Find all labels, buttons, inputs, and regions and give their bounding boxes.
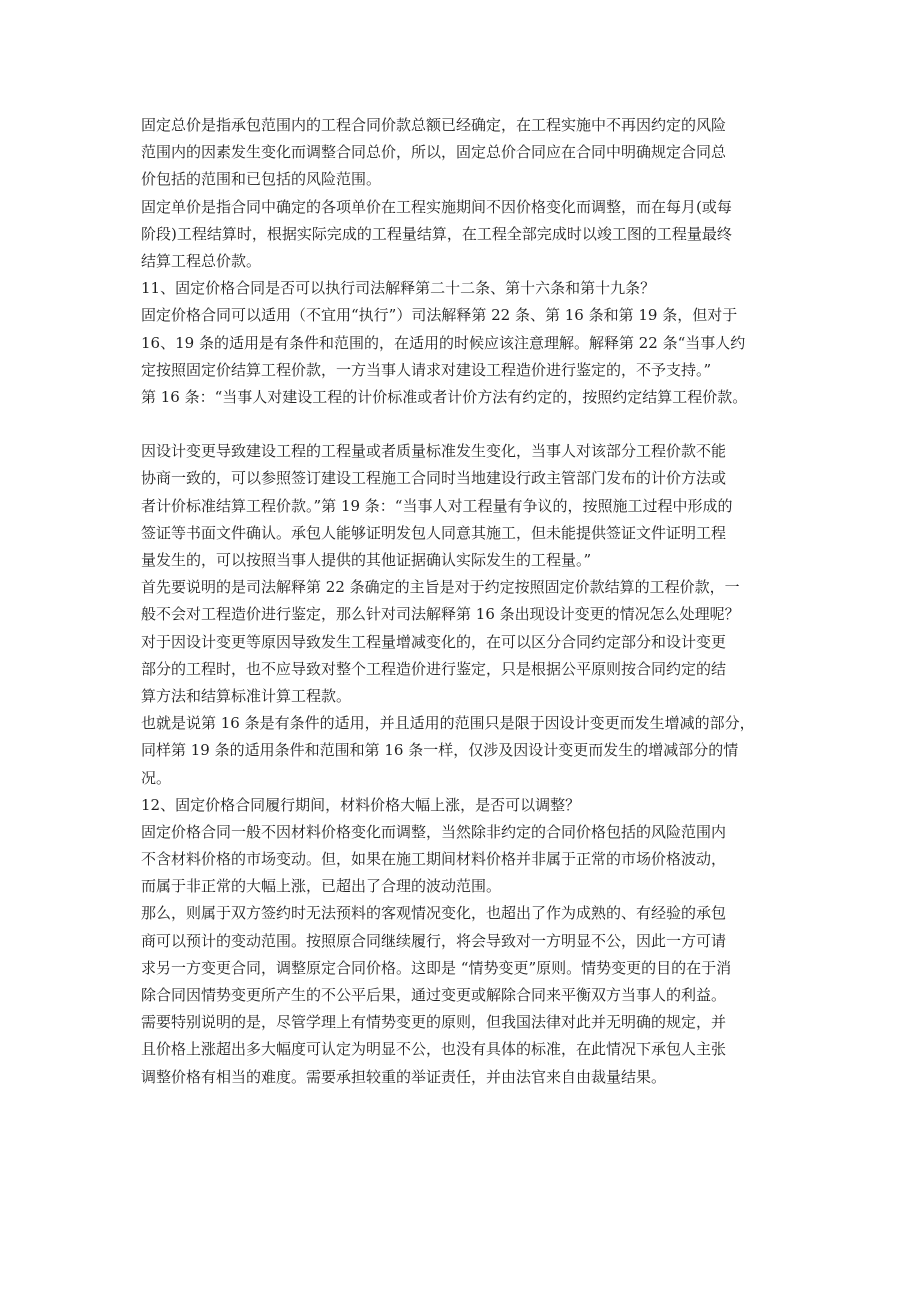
text-line: 范围内的因素发生变化而调整合同总价，所以，固定总价合同应在合同中明确规定合同总 bbox=[141, 143, 727, 162]
text-line: 般不会对工程造价进行鉴定，那么针对司法解释第 16 条出现设计变更的情况怎么处理呢？ bbox=[141, 605, 740, 624]
text-line: 且价格上涨超出多大幅度可认定为明显不公，也没有具体的标准，在此情况下承包人主张 bbox=[141, 1040, 727, 1059]
text-line: 第 16 条：“当事人对建设工程的计价标准或者计价方法有约定的，按照约定结算工程价款。 bbox=[141, 387, 748, 406]
text-line: 固定总价是指承包范围内的工程合同价款总额已经确定，在工程实施中不再因约定的风险 bbox=[141, 116, 727, 134]
text-line: 况。 bbox=[141, 768, 172, 787]
section-heading-12: 12、固定价格合同履行期间，材料价格大幅上涨，是否可以调整？ bbox=[141, 795, 581, 814]
text-line: 价包括的范围和已包括的风险范围。 bbox=[141, 170, 382, 189]
text-line: 部分的工程时，也不应导致对整个工程造价进行鉴定，只是根据公平原则按合同约定的结 bbox=[141, 659, 727, 678]
text-line: 首先要说明的是司法解释第 22 条确定的主旨是对于约定按照固定价款结算的工程价款，一 bbox=[141, 578, 740, 597]
text-line: 者计价标准结算工程价款。”第 19 条：“当事人对工程量有争议的，按照施工过程中形成的 bbox=[141, 496, 733, 515]
text-line: 定按照固定价结算工程价款，一方当事人请求对建设工程造价进行鉴定的，不予支持。” bbox=[141, 360, 712, 379]
text-line: 需要特别说明的是，尽管学理上有情势变更的原则，但我国法律对此并无明确的规定，并 bbox=[141, 1013, 727, 1032]
text-line: 签证等书面文件确认。承包人能够证明发包人同意其施工，但未能提供签证文件证明工程 bbox=[141, 523, 727, 542]
text-line: 协商一致的，可以参照签订建设工程施工合同时当地建设行政主管部门发布的计价方法或 bbox=[141, 469, 727, 488]
text-line: 同样第 19 条的适用条件和范围和第 16 条一样，仅涉及因设计变更而发生的增减部分的情 bbox=[141, 741, 739, 760]
text-line: 固定价格合同可以适用（不宜用“执行”）司法解释第 22 条、第 16 条和第 19 条，但对于 bbox=[141, 306, 738, 325]
text-line: 量发生的，可以按照当事人提供的其他证据确认实际发生的工程量。” bbox=[141, 551, 592, 569]
text-line: 求另一方变更合同，调整原定合同价格。这即是 “情势变更”原则。情势变更的目的在于消 bbox=[141, 958, 732, 977]
text-line: 16、19 条的适用是有条件和范围的，在适用的时候应该注意理解。解释第 22 条“当事人约 bbox=[141, 333, 746, 352]
section-heading-11: 11、固定价格合同是否可以执行司法解释第二十二条、第十六条和第十九条？ bbox=[141, 279, 656, 298]
text-line: 也就是说第 16 条是有条件的适用，并且适用的范围只是限于因设计变更而发生增减的部分， bbox=[141, 714, 755, 733]
text-line: 不含材料价格的市场变动。但，如果在施工期间材料价格并非属于正常的市场价格波动， bbox=[141, 850, 727, 869]
text-line: 对于因设计变更等原因导致发生工程量增减变化的，在可以区分合同约定部分和设计变更 bbox=[141, 632, 727, 651]
text-line: 商可以预计的变动范围。按照原合同继续履行，将会导致对一方明显不公，因此一方可请 bbox=[141, 931, 727, 950]
blank-line bbox=[141, 411, 801, 438]
text-line: 固定价格合同一般不因材料价格变化而调整，当然除非约定的合同价格包括的风险范围内 bbox=[141, 822, 727, 841]
text-line: 阶段)工程结算时，根据实际完成的工程量结算，在工程全部完成时以竣工图的工程量最终 bbox=[141, 224, 732, 243]
document-body bbox=[141, 112, 801, 1091]
text-line: 因设计变更导致建设工程的工程量或者质量标准发生变化，当事人对该部分工程价款不能 bbox=[141, 442, 727, 461]
text-line: 而属于非正常的大幅上涨，已超出了合理的波动范围。 bbox=[141, 877, 502, 896]
text-line: 固定单价是指合同中确定的各项单价在工程实施期间不因价格变化而调整，而在每月(或每 bbox=[141, 197, 732, 216]
text-line: 结算工程总价款。 bbox=[141, 251, 262, 270]
text-line: 除合同因情势变更所产生的不公平后果，通过变更或解除合同来平衡双方当事人的利益。 bbox=[141, 986, 727, 1004]
text-line: 调整价格有相当的难度。需要承担较重的举证责任，并由法官来自由裁量结果。 bbox=[141, 1067, 667, 1086]
text-line: 那么，则属于双方签约时无法预料的客观情况变化，也超出了作为成熟的、有经验的承包 bbox=[141, 904, 727, 923]
text-line: 算方法和结算标准计算工程款。 bbox=[141, 686, 352, 705]
